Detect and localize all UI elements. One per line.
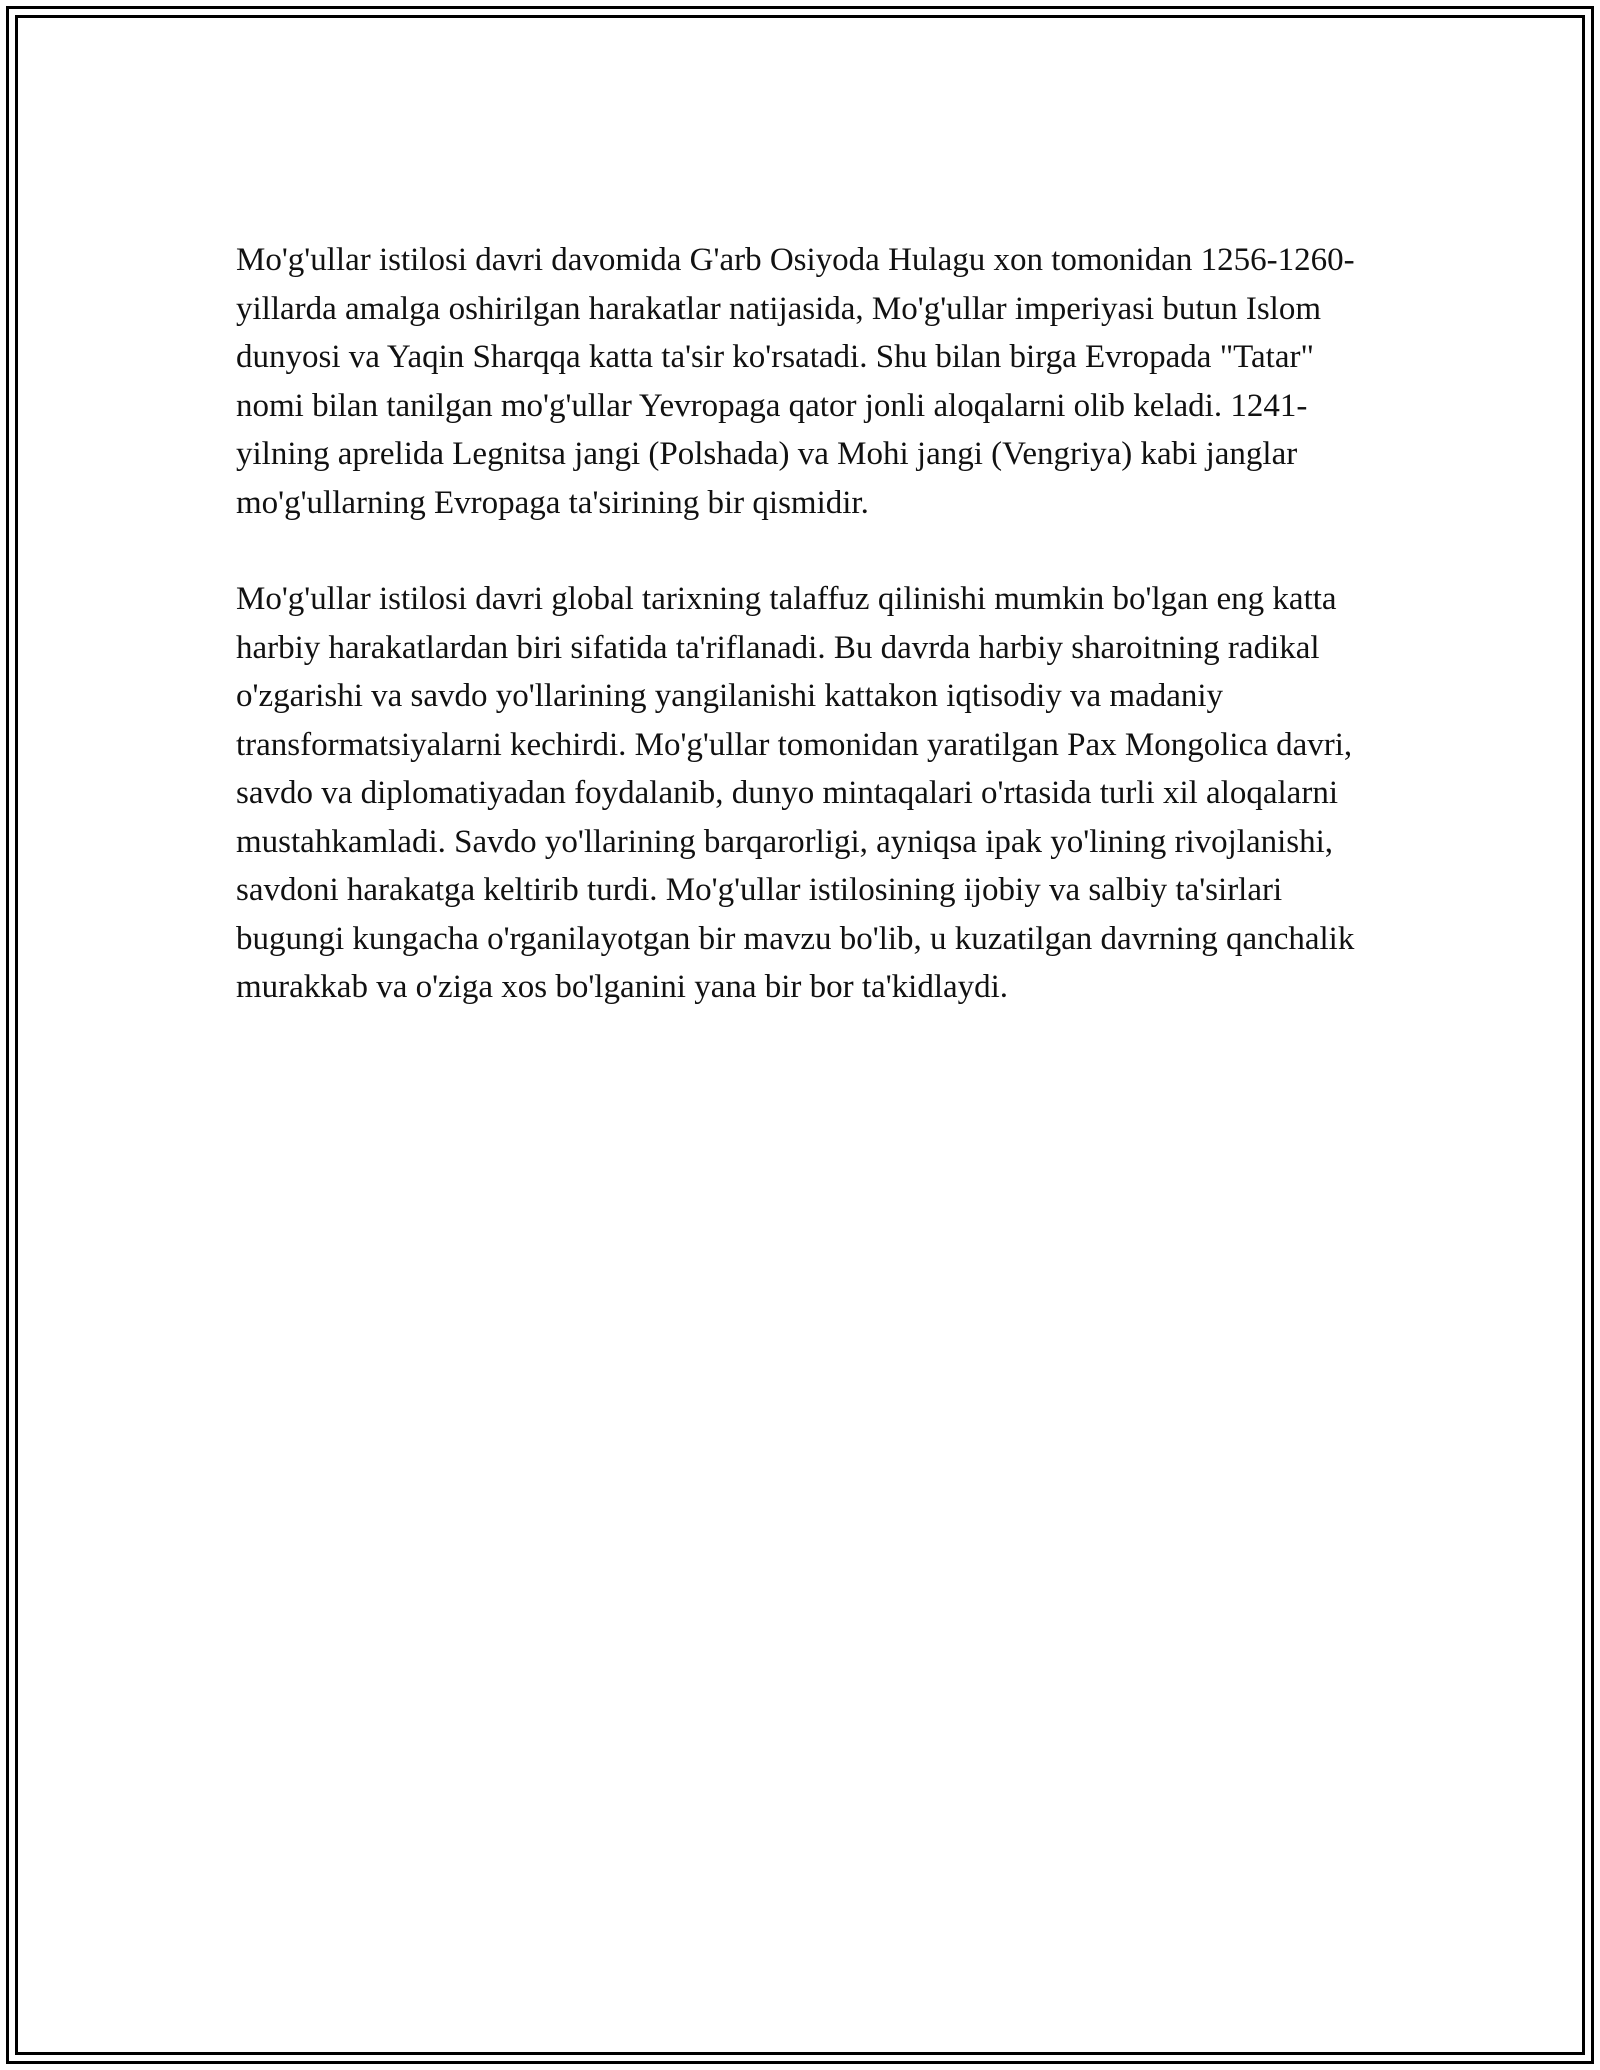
- paragraph-1: Mo'g'ullar istilosi davri davomida G'arb Osiyoda Hulagu xon tomonidan 1256-1260-yillarda amalga oshirilgan harakatlar natijasida, Mo'g'ullar imperiyasi butun Islom dunyosi va Yaqin Sharqqa katta ta'sir ko'rsatadi. Shu bilan birga Evropada "Tatar" nomi bilan tanilgan mo'g'ullar Yevropaga qator jonli aloqalarni olib keladi. 1241-yilning aprelida Legnitsa jangi (Polshada) va Mohi jangi (Vengriya) kabi janglar mo'g'ullarning Evropaga ta'sirining bir qismidir.: [236, 242, 1355, 521]
- paragraph-2: Mo'g'ullar istilosi davri global tarixning talaffuz qilinishi mumkin bo'lgan eng katta harbiy harakatlardan biri sifatida ta'riflanadi. Bu davrda harbiy sharoitning radikal o'zgarishi va savdo yo'llarining yangilanishi kattakon iqtisodiy va madaniy transformatsiyalarni kechirdi. Mo'g'ullar tomonidan yaratilgan Pax Mongolica davri, savdo va diplomatiyadan foydalanib, dunyo mintaqalari o'rtasida turli xil aloqalarni mustahkamladi. Savdo yo'llarining barqarorligi, ayniqsa ipak yo'lining rivojlanishi, savdoni harakatga keltirib turdi. Mo'g'ullar istilosining ijobiy va salbiy ta'sirlari bugungi kungacha o'rganilayotgan bir mavzu bo'lib, u kuzatilgan davrning qanchalik murakkab va o'ziga xos bo'lganini yana bir bor ta'kidlaydi.: [236, 581, 1355, 1005]
- document-body: [236, 236, 1366, 1060]
